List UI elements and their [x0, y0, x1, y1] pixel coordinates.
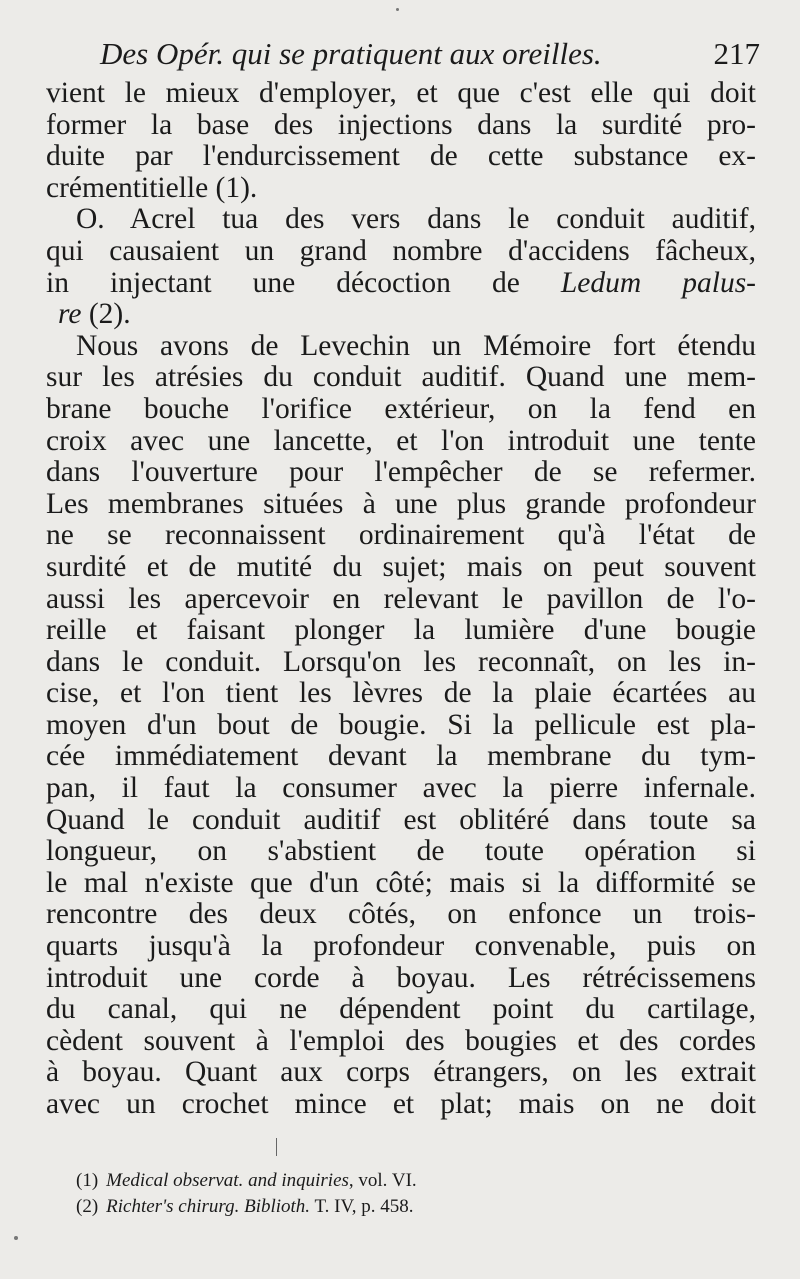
text-line: le mal n'existe que d'un côté; mais si la difformité se	[46, 867, 756, 899]
taxon-name-end: re	[58, 299, 82, 331]
text-line: brane bouche l'orifice extérieur, on la fend en	[46, 393, 756, 425]
text-line: pan, il faut la consumer avec la pierre infernale.	[46, 773, 756, 805]
text-fragment: (2).	[81, 299, 131, 331]
footnote-rest: T. IV, p. 458.	[310, 1196, 414, 1217]
text-line: rencontre des deux côtés, on enfonce un trois-	[46, 899, 756, 931]
paper-speck	[396, 8, 399, 11]
footnote-title: Richter's chirurg. Biblioth.	[106, 1196, 311, 1217]
text-line-re	[46, 299, 756, 331]
footnote-1	[76, 1168, 576, 1194]
text-line: crémentitielle (1).	[46, 172, 258, 204]
footnote-rest: , vol. VI.	[348, 1170, 417, 1191]
text-line: dans le conduit. Lorsqu'on les reconnaît, on les in-	[46, 646, 756, 678]
running-title: Des Opér. qui se pratiquent aux oreilles.	[100, 36, 602, 71]
text-line: à boyau. Quant aux corps étrangers, on les extrait	[46, 1057, 756, 1089]
page-number: 217	[713, 36, 760, 71]
footnote-number: (2)	[76, 1196, 99, 1217]
text-line: aussi les apercevoir en relevant le pavillon de l'o-	[46, 583, 756, 615]
footnote-number: (1)	[76, 1170, 99, 1191]
text-line: Les membranes situées à une plus grande profondeur	[46, 488, 756, 520]
text-line: quarts jusqu'à la profondeur convenable, puis on	[46, 931, 756, 963]
footnote-2	[76, 1194, 576, 1220]
text-line: Nous avons de Levechin un Mémoire fort étendu	[76, 330, 756, 362]
gutter-mark	[276, 1138, 277, 1156]
text-line: moyen d'un bout de bougie. Si la pellicule est pla-	[46, 709, 756, 741]
text-line: surdité et de mutité du sujet; mais on peut souvent	[46, 551, 756, 583]
text-line: reille et faisant plonger la lumière d'une bougie	[46, 615, 756, 647]
footnotes	[76, 1168, 576, 1220]
paper-speck	[14, 1236, 18, 1240]
body-text	[46, 78, 756, 1121]
footnote-title: Medical observat. and inquiries	[106, 1170, 349, 1191]
text-line: cée immédiatement devant la membrane du tym-	[46, 741, 756, 773]
text-line: croix avec une lancette, et l'on introduit une tente	[46, 425, 756, 457]
text-line: dans l'ouverture pour l'empêcher de se refermer.	[46, 457, 756, 489]
text-line: cise, et l'on tient les lèvres de la plaie écartées au	[46, 678, 756, 710]
text-line: avec un crochet mince et plat; mais on ne doit	[46, 1089, 756, 1120]
text-line: duite par l'endurcissement de cette substance ex-	[46, 141, 756, 173]
text-line-ledum	[46, 268, 756, 300]
text-line: introduit une corde à boyau. Les rétrécissemens	[46, 962, 756, 994]
text-line: du canal, qui ne dépendent point du cartilage,	[46, 994, 756, 1026]
text-fragment: in injectant une décoction de	[46, 267, 561, 299]
text-line: sur les atrésies du conduit auditif. Quand une mem-	[46, 362, 756, 394]
text-line: qui causaient un grand nombre d'accidens fâcheux,	[46, 235, 756, 267]
text-line: ne se reconnaissent ordinairement qu'à l'état de	[46, 520, 756, 552]
text-line: former la base des injections dans la surdité pro-	[46, 109, 756, 141]
text-line: Quand le conduit auditif est oblitéré dans toute sa	[46, 804, 756, 836]
text-line: longueur, on s'abstient de toute opération si	[46, 836, 756, 868]
text-line: cèdent souvent à l'emploi des bougies et des cordes	[46, 1025, 756, 1057]
text-line: vient le mieux d'employer, et que c'est elle qui doit	[46, 78, 756, 109]
text-line: O. Acrel tua des vers dans le conduit auditif,	[76, 204, 756, 236]
taxon-name: Ledum palus-	[560, 267, 756, 299]
page-header	[100, 34, 760, 74]
